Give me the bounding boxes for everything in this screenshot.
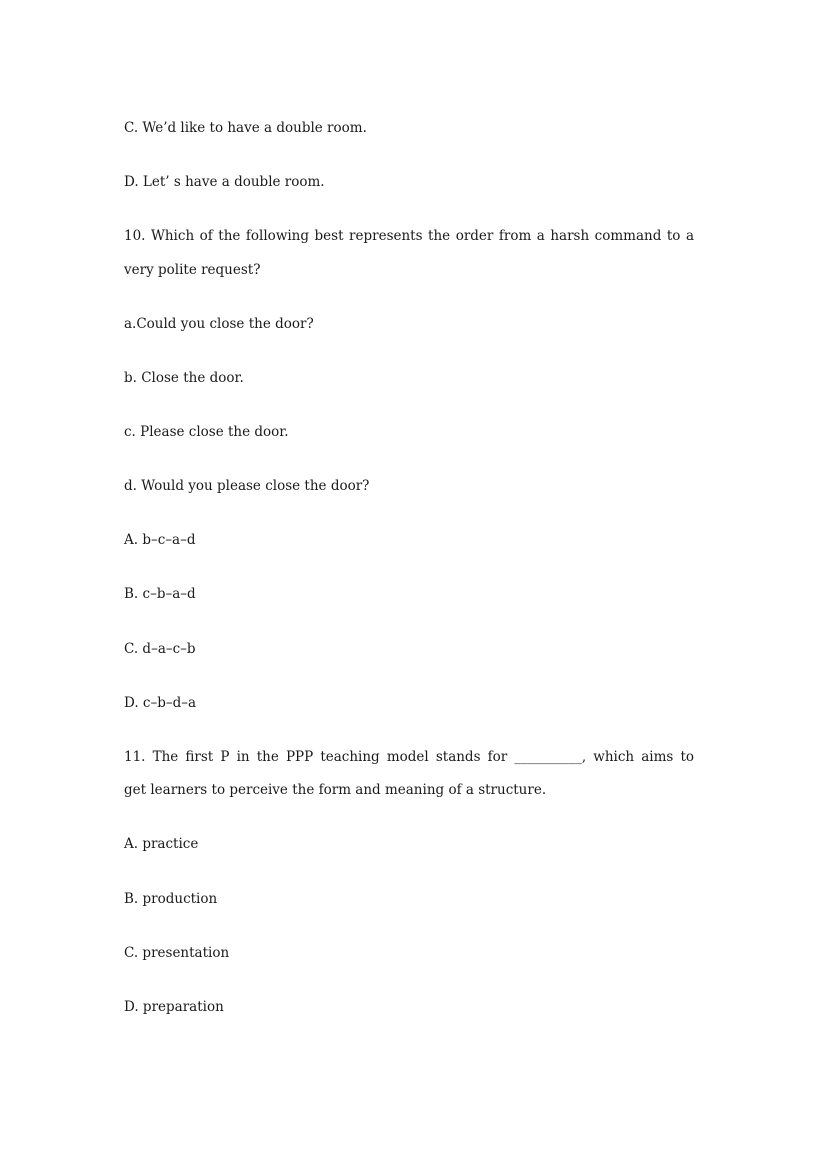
q10-option-b: B. c–b–a–d xyxy=(124,586,196,602)
q11-option-d: D. preparation xyxy=(124,999,224,1015)
q10-item-a: a.Could you close the door? xyxy=(124,316,314,332)
q10-option-d: D. c–b–d–a xyxy=(124,695,197,711)
q9-option-c: C. We’d like to have a double room. xyxy=(124,120,367,136)
q10-stem-line-2: very polite request? xyxy=(124,262,261,278)
q10-stem-line-1: 10. Which of the following best represents the order from a harsh command to a xyxy=(124,228,694,244)
q9-option-d: D. Let’ s have a double room. xyxy=(124,174,325,190)
q10-item-b: b. Close the door. xyxy=(124,370,244,386)
q10-option-c: C. d–a–c–b xyxy=(124,641,196,657)
q10-option-a: A. b–c–a–d xyxy=(124,532,196,548)
q11-stem-line-2: get learners to perceive the form and meaning of a structure. xyxy=(124,782,547,798)
q11-option-a: A. practice xyxy=(124,836,199,852)
q11-option-b: B. production xyxy=(124,891,218,907)
q11-stem-line-1: 11. The first P in the PPP teaching model stands for __________, which aims to xyxy=(124,749,694,765)
q10-item-c: c. Please close the door. xyxy=(124,424,289,440)
q11-option-c: C. presentation xyxy=(124,945,230,961)
q10-item-d: d. Would you please close the door? xyxy=(124,478,370,494)
